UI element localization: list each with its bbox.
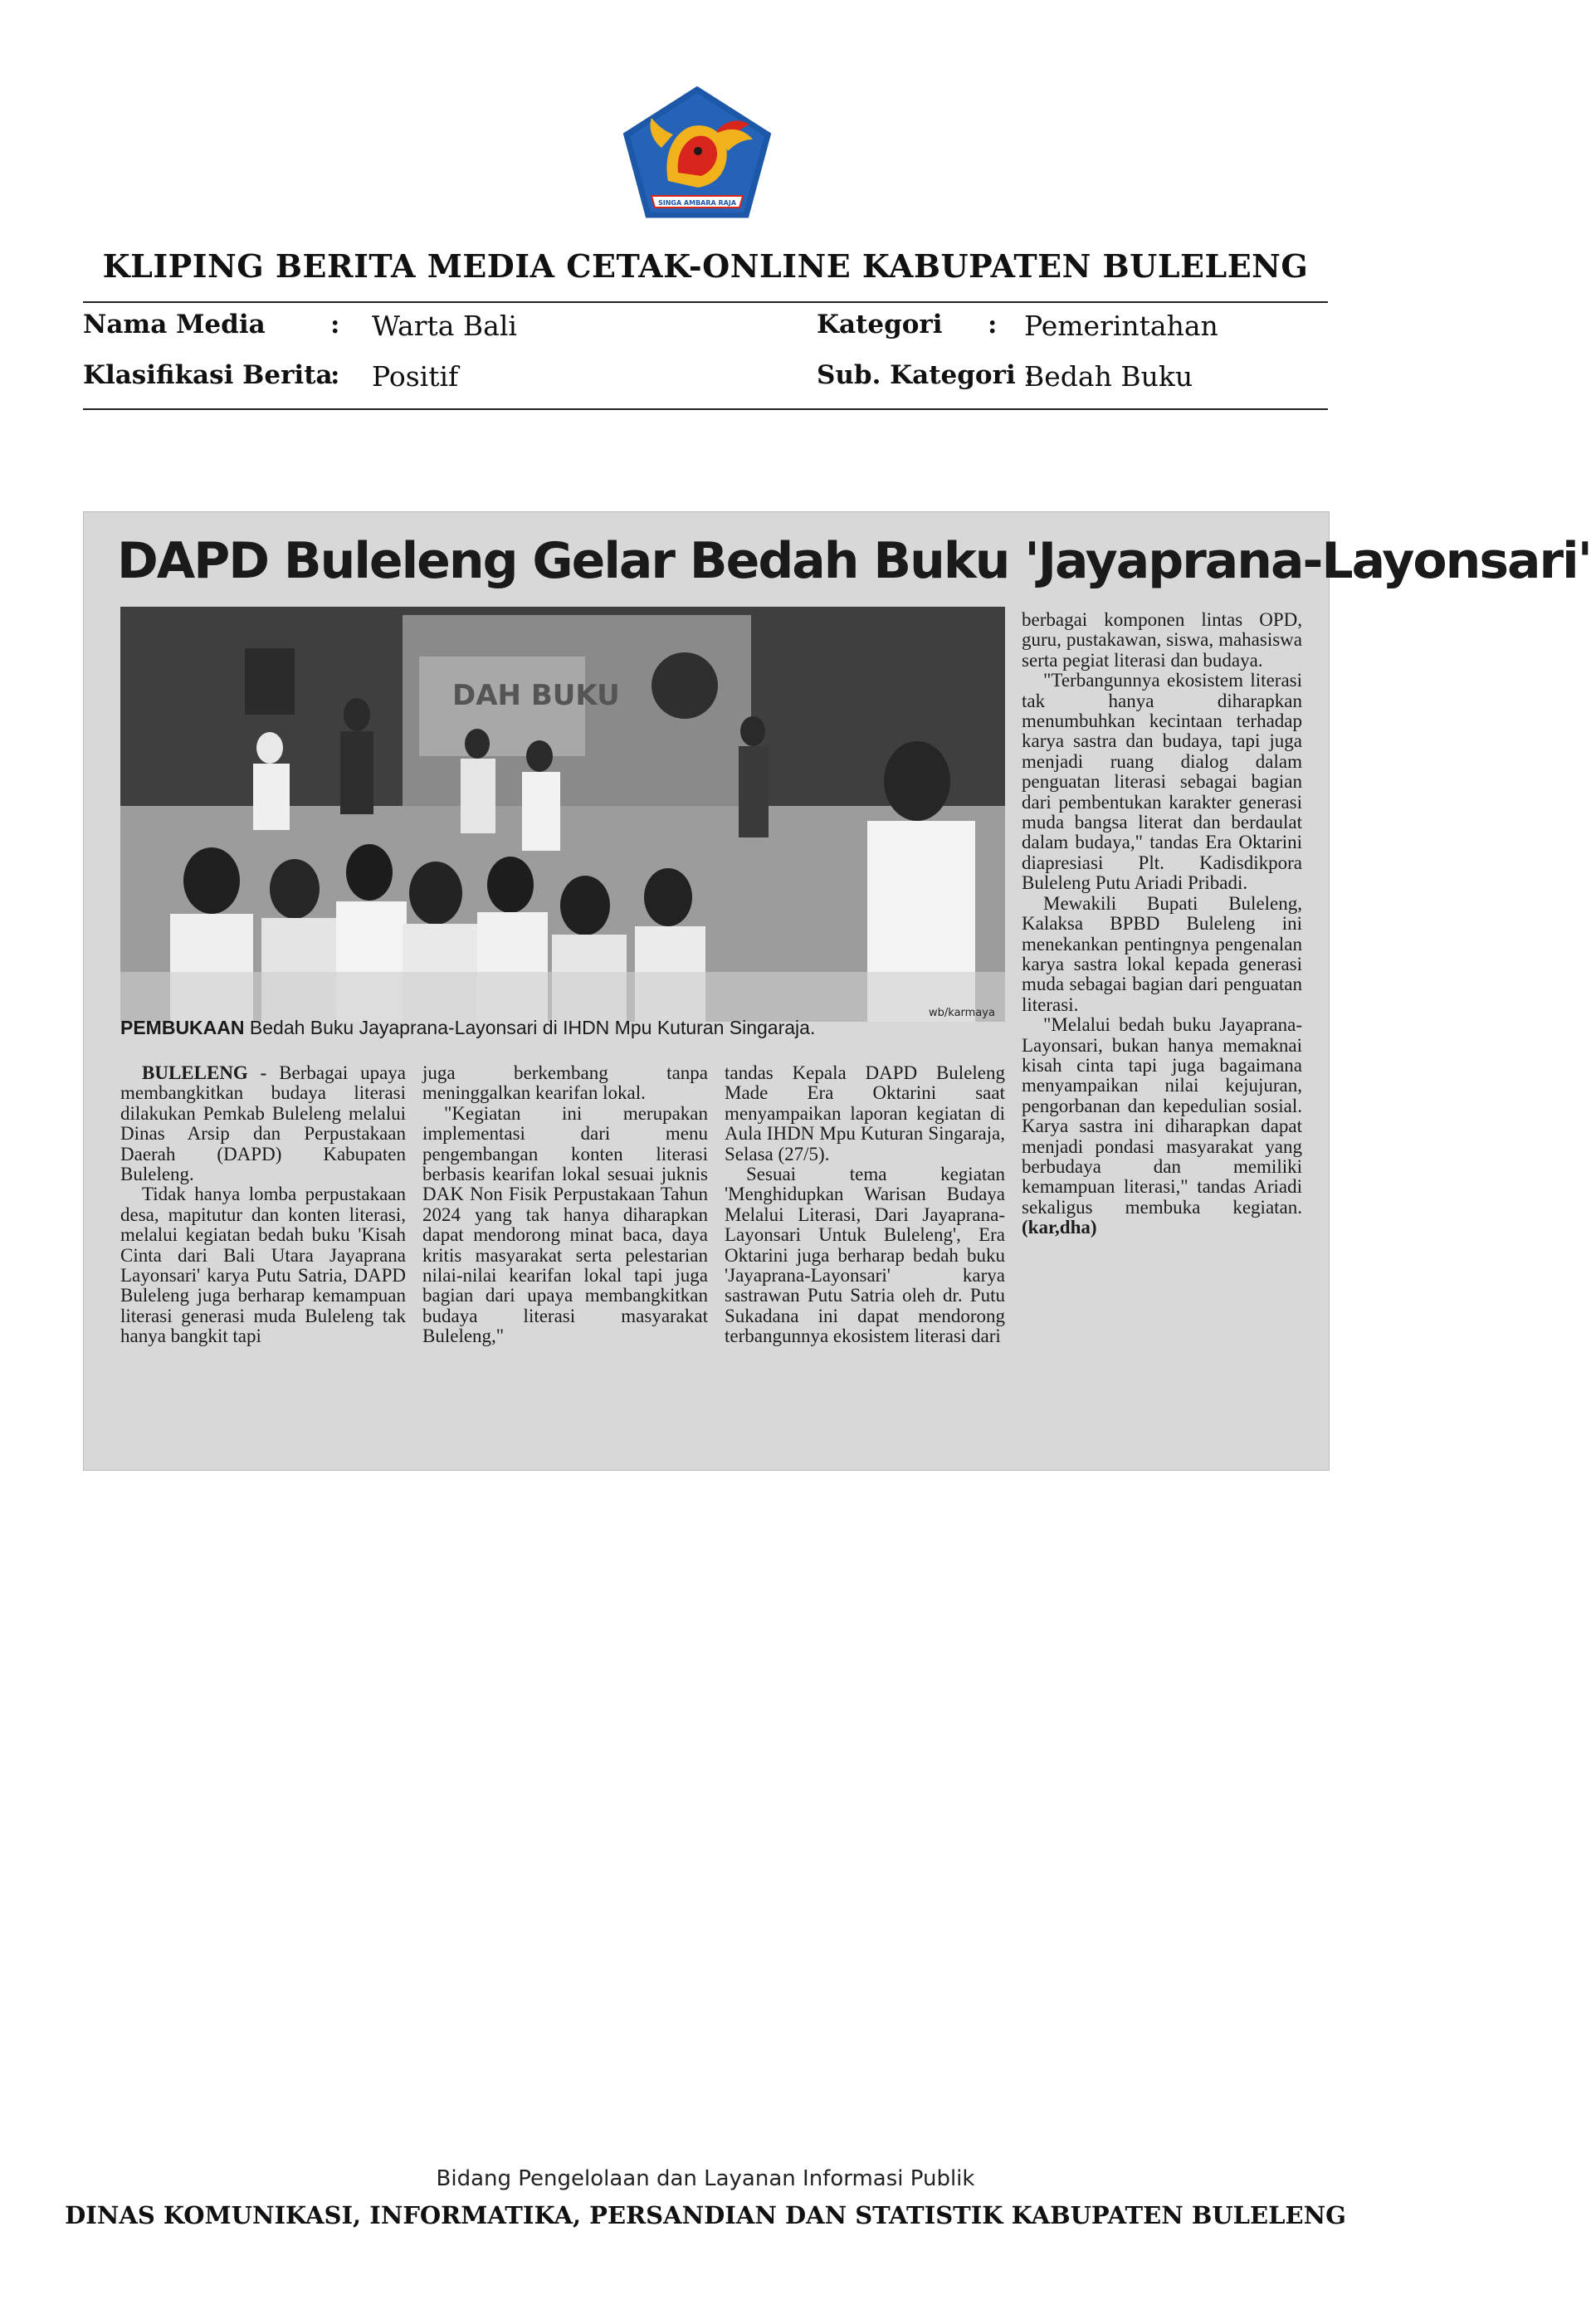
crest-logo <box>618 81 776 222</box>
kategori-value: Pemerintahan <box>1024 310 1218 342</box>
footer-department: Bidang Pengelolaan dan Layanan Informasi Publik <box>436 2166 975 2191</box>
article-headline: DAPD Buleleng Gelar Bedah Buku 'Jayaprana-Layonsari' <box>117 532 1591 590</box>
kategori-label: Kategori <box>817 310 943 339</box>
dateline: BULELENG - <box>142 1062 267 1083</box>
caption-lead: PEMBUKAAN <box>120 1017 245 1038</box>
footer-agency: DINAS KOMUNIKASI, INFORMATIKA, PERSANDIAN DAN STATISTIK KABUPATEN BULELENG <box>65 2201 1346 2229</box>
nama-media-value: Warta Bali <box>372 310 517 342</box>
article-column-3 <box>725 1063 1005 1347</box>
event-photo-illustration <box>120 607 1005 1022</box>
article-paragraph <box>120 1063 406 1184</box>
article-paragraph: berbagai komponen lintas OPD, guru, pustakawan, siswa, mahasiswa serta pegiat literasi dan budaya. <box>1022 609 1302 671</box>
article-column-2 <box>422 1063 708 1347</box>
photo-banner-text: DAH BUKU <box>452 679 620 712</box>
article-paragraph: Mewakili Bupati Buleleng, Kalaksa BPBD Buleleng ini menekankan pentingnya pengenalan karya sastra lokal kepada generasi muda sebagai bagian dari penguatan literasi. <box>1022 892 1302 1015</box>
article-paragraph: Sesuai tema kegiatan 'Menghidupkan Warisan Budaya Melalui Literasi, Dari Jayaprana-Layonsari Untuk Buleleng', Era Oktarini juga berharap bedah buku 'Jayaprana-Layonsari' karya sastrawan Putu Satria oleh dr. Putu Sukadana ini dapat mendorong terbangunnya ekosistem literasi dari <box>725 1164 1005 1347</box>
article-signoff: (kar,dha) <box>1022 1217 1097 1238</box>
paragraph-text: "Melalui bedah buku Jayaprana-Layonsari, bukan hanya memaknai kisah cinta tapi juga bagaimana menyampaikan nilai kejujuran, pengorbanan dan kepedulian sosial. Karya sastra ini diharapkan dapat menjadi pondasi masyarakat yang berbudaya dan memiliki kemampuan literasi," tandas Ariadi sekaligus membuka kegiatan. <box>1022 1014 1302 1218</box>
article-column-1 <box>120 1063 406 1347</box>
klasifikasi-label: Klasifikasi Berita <box>83 360 333 390</box>
photo-caption <box>120 1017 1000 1039</box>
paragraph-text: Berbagai upaya membangkitkan budaya literasi dilakukan Pemkab Buleleng melalui Dinas Arsip dan Perpustakaan Daerah (DAPD) Kabupaten Buleleng. <box>120 1062 406 1185</box>
caption-text: Bedah Buku Jayaprana-Layonsari di IHDN Mpu Kuturan Singaraja. <box>244 1017 816 1038</box>
article-column-4 <box>1022 610 1302 1238</box>
header-rule-bottom <box>83 408 1328 410</box>
klasifikasi-colon: : <box>330 360 340 390</box>
article-paragraph: juga berkembang tanpa meninggalkan kearifan lokal. <box>422 1062 708 1104</box>
photo-credit: wb/karmaya <box>929 1007 995 1019</box>
article-paragraph: "Terbangunnya ekosistem literasi tak hanya diharapkan menumbuhkan kecintaan terhadap karya sastra dan budaya, tapi juga menjadi ruang dialog dalam penguatan literasi sebagai bagian dari pembentukan karakter generasi muda bangsa literat dan berdaulat dalam budaya," tandas Era Oktarini diapresiasi Plt. Kadisdikpora Buleleng Putu Ariadi Pribadi. <box>1022 670 1302 894</box>
nama-media-label: Nama Media <box>83 310 266 339</box>
article-paragraph: "Kegiatan ini merupakan implementasi dari menu pengembangan konten literasi berbasis kearifan lokal sesuai juknis DAK Non Fisik Perpustakaan Tahun 2024 yang tak hanya diharapkan dapat mendorong minat baca, daya kritis masyarakat serta pelestarian nilai-nilai kearifan lokal tapi juga bagian dari upaya membangkitkan budaya literasi masyarakat Buleleng," <box>422 1102 708 1347</box>
kategori-colon: : <box>988 310 998 339</box>
klasifikasi-value: Positif <box>372 360 459 393</box>
article-paragraph: Tidak hanya lomba perpustakaan desa, mapitutur dan konten literasi, melalui kegiatan bedah buku 'Kisah Cinta dari Bali Utara Jayaprana Layonsari' karya Putu Satria, DAPD Buleleng juga berharap kemampuan literasi generasi muda Buleleng tak hanya bangkit tapi <box>120 1184 406 1347</box>
newspaper-clipping <box>83 511 1591 1471</box>
document-title: KLIPING BERITA MEDIA CETAK-ONLINE KABUPATEN BULELENG <box>102 247 1309 285</box>
nama-media-colon: : <box>330 310 340 339</box>
crest-icon <box>618 81 776 222</box>
sub-kategori-value: Bedah Buku <box>1024 360 1193 393</box>
article-paragraph <box>1022 1015 1302 1238</box>
sub-kategori-label: Sub. Kategori : <box>817 360 1034 390</box>
article-photo <box>120 607 1005 1022</box>
article-paragraph: tandas Kepala DAPD Buleleng Made Era Oktarini saat menyampaikan laporan kegiatan di Aula IHDN Mpu Kuturan Singaraja, Selasa (27/5). <box>725 1062 1005 1164</box>
crest-motto: SINGA AMBARA RAJA <box>657 199 737 207</box>
header-rule-top <box>83 301 1328 303</box>
